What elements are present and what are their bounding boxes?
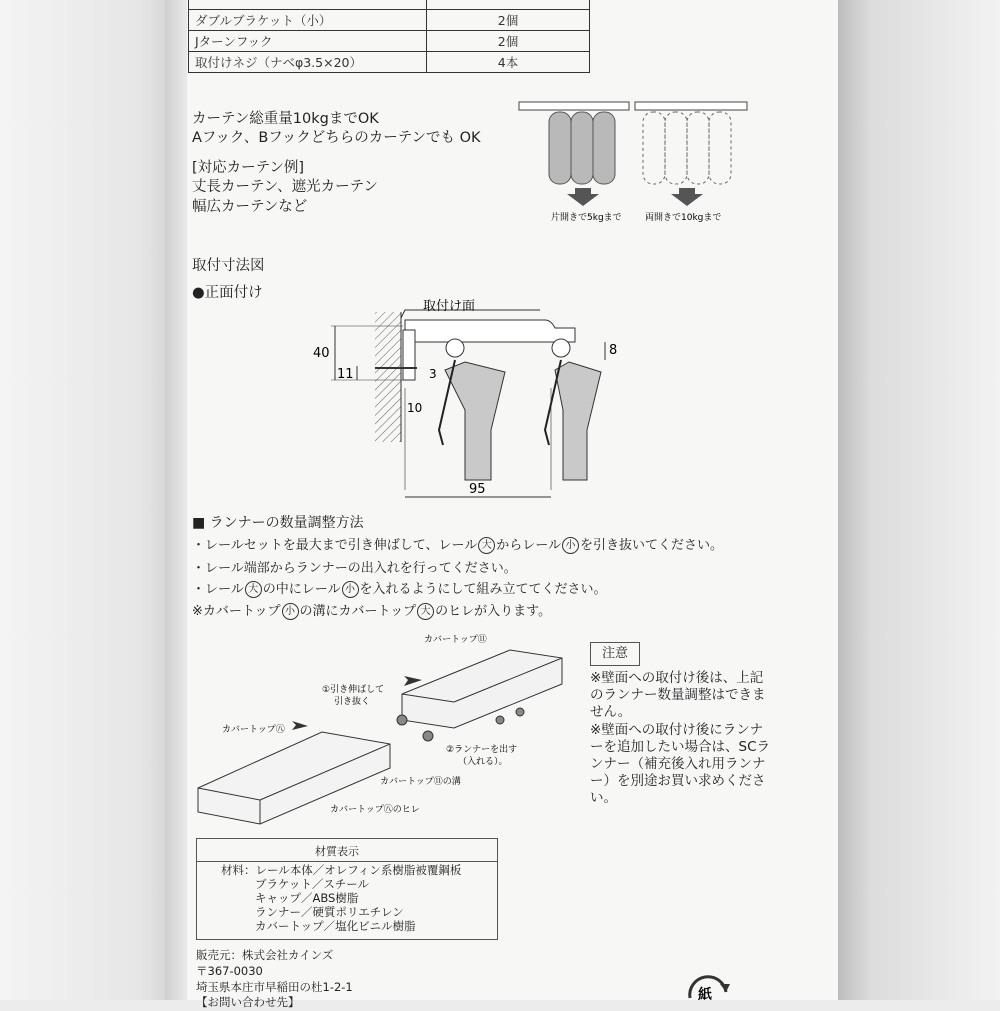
runner-step1: ・レールセットを最大まで引き伸ばして、レール 大 からレール 小 を引き抜いてください。 (192, 538, 723, 553)
runner-step4: ※カバートップ 小 の溝にカバートップ 大 のヒレが入ります。 (192, 604, 552, 619)
rail-profile (405, 320, 575, 342)
label-cover-large: カバートップ㊇ (222, 725, 285, 735)
label-cover-small: カバートップ⑪ (424, 635, 487, 645)
recycle-mark-text: 紙 (698, 987, 712, 1000)
label-single: 片開きで5kgまで (551, 213, 622, 223)
runner-heading: ■ ランナーの数量調整方法 (192, 515, 364, 531)
label-fin: カバートップ㊇のヒレ (330, 805, 420, 815)
part-name: Jターンフック (189, 31, 427, 52)
seller-line3: 埼玉県本庄市早稲田の杜1-2-1 (196, 980, 353, 994)
hook-2 (545, 360, 561, 445)
rail-double (635, 102, 747, 110)
materials-heading: 材質表示 (315, 845, 359, 858)
seller-line1: 販売元：株式会社カインズ (196, 948, 334, 962)
dim-8: 8 (609, 343, 618, 358)
seller-line4: 【お問い合わせ先】 (196, 995, 300, 1009)
rail-assembly-illustration (190, 628, 580, 838)
surface-label: 取付け面 (423, 299, 476, 314)
example-line2: 幅広カーテンなど (192, 199, 308, 215)
table-row (189, 0, 590, 10)
part-name: 取付けネジ（ナベφ3.5×20） (189, 52, 427, 73)
materials-line5: カバートップ／塩化ビニル樹脂 (255, 919, 416, 933)
pull-arrow-icon (404, 676, 422, 686)
materials-line3: キャップ／ABS樹脂 (255, 891, 359, 905)
paper-recycle-icon (680, 968, 750, 1000)
parts-table (188, 0, 590, 73)
wall-hatch (375, 312, 401, 442)
part-qty: 4本 (427, 52, 590, 73)
curtain-double (643, 112, 731, 184)
label-step2b: （入れる）。 (458, 757, 508, 767)
example-heading: [対応カーテン例] (192, 160, 305, 176)
label-double: 両開きで10kgまで (645, 213, 722, 223)
label-step1b: 引き抜く (334, 697, 371, 707)
arrow-down-icon (671, 188, 703, 206)
table-row (189, 31, 590, 52)
background-left (0, 0, 165, 1000)
runner-step2: ・レール端部からランナーの出入れを行ってください。 (192, 561, 517, 576)
materials-line2: ブラケット／スチール (255, 877, 369, 891)
table-row (189, 52, 590, 73)
materials-line4: ランナー／硬質ポリエチレン (255, 905, 404, 919)
background-right (838, 0, 1000, 1000)
runner-2 (552, 339, 570, 357)
label-step2: ②ランナーを出す (446, 745, 518, 755)
rail-small (402, 650, 562, 728)
part-qty: 2個 (427, 10, 590, 31)
caution-label: 注意 (590, 642, 640, 666)
seller-line2: 〒367-0030 (196, 964, 263, 978)
caution-note1: ※壁面への取付け後は、上記のランナー数量調整はできません。 (590, 670, 766, 720)
table-row (189, 10, 590, 31)
part-qty: 2個 (427, 31, 590, 52)
capacity-line2: Aフック、Bフックどちらのカーテンでも OK (192, 130, 481, 146)
pull-arrow-icon (292, 721, 308, 730)
dim-11: 11 (337, 367, 354, 382)
capacity-line1: カーテン総重量10kgまでOK (192, 111, 379, 127)
curtain-weight-illustration (515, 96, 755, 226)
example-line1: 丈長カーテン、遮光カーテン (192, 179, 378, 195)
dim-3: 3 (429, 367, 437, 381)
curtain-single (549, 112, 615, 184)
arrow-down-icon (567, 188, 599, 206)
materials-box (196, 838, 498, 940)
bracket (403, 330, 415, 380)
materials-line1: 材料：レール本体／オレフィン系樹脂被覆鋼板 (221, 863, 462, 877)
runner-step3: ・レール 大 の中にレール 小 を入れるようにして組み立ててください。 (192, 582, 607, 597)
label-step1: ①引き伸ばして (322, 685, 385, 695)
caution-note2: ※壁面への取付け後にランナーを追加したい場合は、SCランナー（補充後入れ用ランナー）を別途お買い求めください。 (590, 722, 770, 806)
dim-95: 95 (469, 482, 486, 497)
curtain-fold-1 (445, 362, 505, 480)
dimension-title: 取付寸法図 (192, 258, 265, 274)
label-groove: カバートップ⑪の溝 (380, 777, 461, 787)
package-edge (165, 0, 187, 1000)
dim-10: 10 (407, 401, 423, 415)
rail-single (519, 102, 629, 110)
runner-1 (446, 339, 464, 357)
dim-40: 40 (313, 346, 330, 361)
curtain-fold-2 (555, 362, 601, 480)
mounting-dimension-diagram (305, 290, 625, 510)
part-name: ダブルブラケット（小） (189, 10, 427, 31)
dimension-subtitle: ●正面付け (192, 285, 263, 301)
